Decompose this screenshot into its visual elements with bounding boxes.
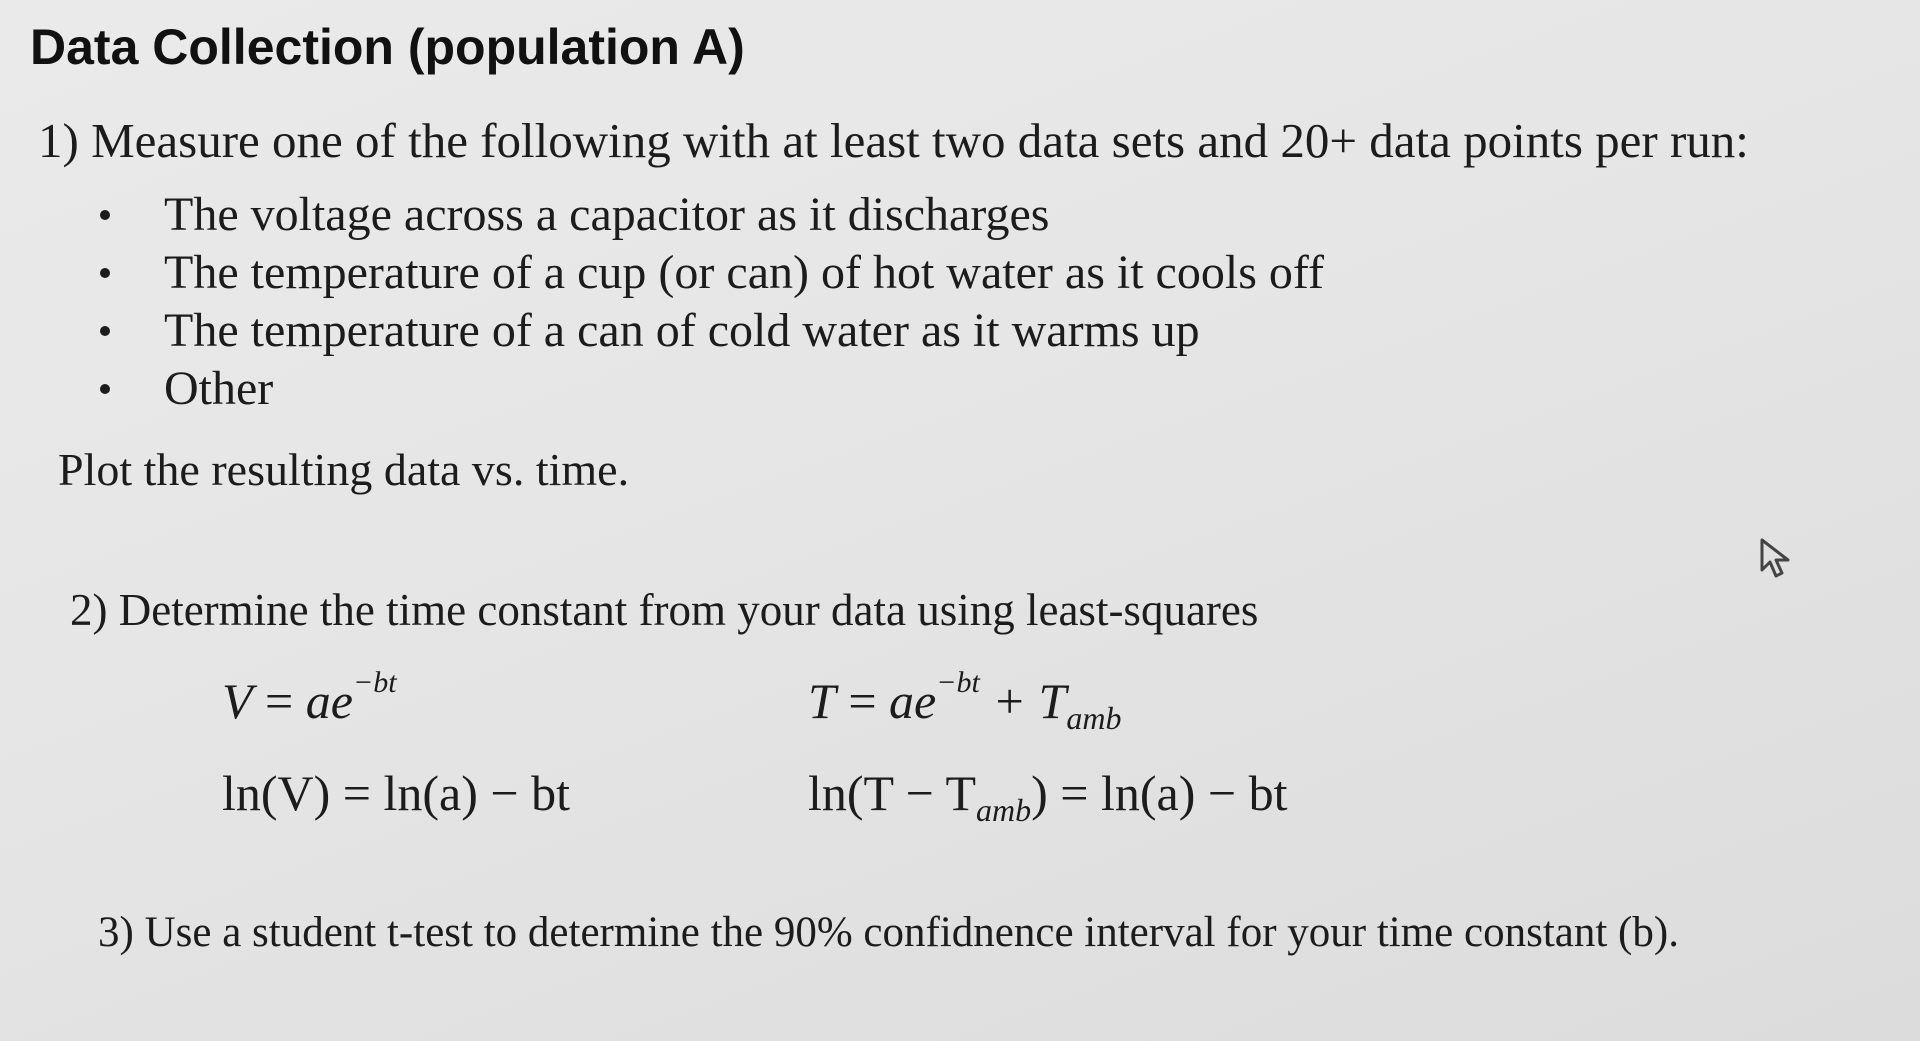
eq-subscript: amb [976, 792, 1032, 828]
eq-equals: = [252, 673, 306, 729]
eq-prefix: ln(T − T [808, 765, 977, 821]
plot-instruction: Plot the resulting data vs. time. [58, 444, 630, 495]
eq-exponent: −bt [936, 666, 980, 700]
step-2-instruction: 2) Determine the time constant from your data using least-squares [70, 585, 1259, 635]
list-item-text: The temperature of a can of cold water as it warms up [164, 304, 1200, 357]
list-item-text: The temperature of a cup (or can) of hot water as it cools off [164, 246, 1324, 299]
bullet-icon [100, 268, 110, 278]
eq-term: ae [305, 673, 353, 729]
step-1-instruction: 1) Measure one of the following with at least two data sets and 20+ data points per run: [38, 113, 1749, 168]
equation-voltage-log: ln(V) = ln(a) − bt [222, 765, 570, 821]
eq-var: T [808, 673, 836, 729]
eq-equals: = [835, 673, 890, 729]
eq-ambient-term: + T [979, 673, 1067, 729]
list-item-text: Other [164, 362, 274, 415]
eq-subscript: amb [1066, 700, 1122, 736]
eq-term: ae [889, 673, 937, 729]
mouse-pointer-icon [1758, 536, 1800, 585]
eq-suffix: ) = ln(a) − bt [1031, 765, 1288, 821]
eq-exponent: −bt [352, 666, 397, 700]
bullet-icon [100, 326, 110, 336]
equation-temperature-decay [808, 666, 1122, 737]
step-3-instruction: 3) Use a student t-test to determine the 90% confidnence interval for your time constant (b). [98, 909, 1679, 956]
list-item-text: The voltage across a capacitor as it discharges [164, 188, 1050, 241]
bullet-icon [100, 384, 110, 394]
equation-temperature-log [808, 764, 1287, 829]
eq-var: V [222, 673, 253, 729]
page-heading: Data Collection (population A) [30, 19, 745, 75]
bullet-icon [100, 210, 110, 220]
equation-voltage-decay [222, 666, 397, 730]
